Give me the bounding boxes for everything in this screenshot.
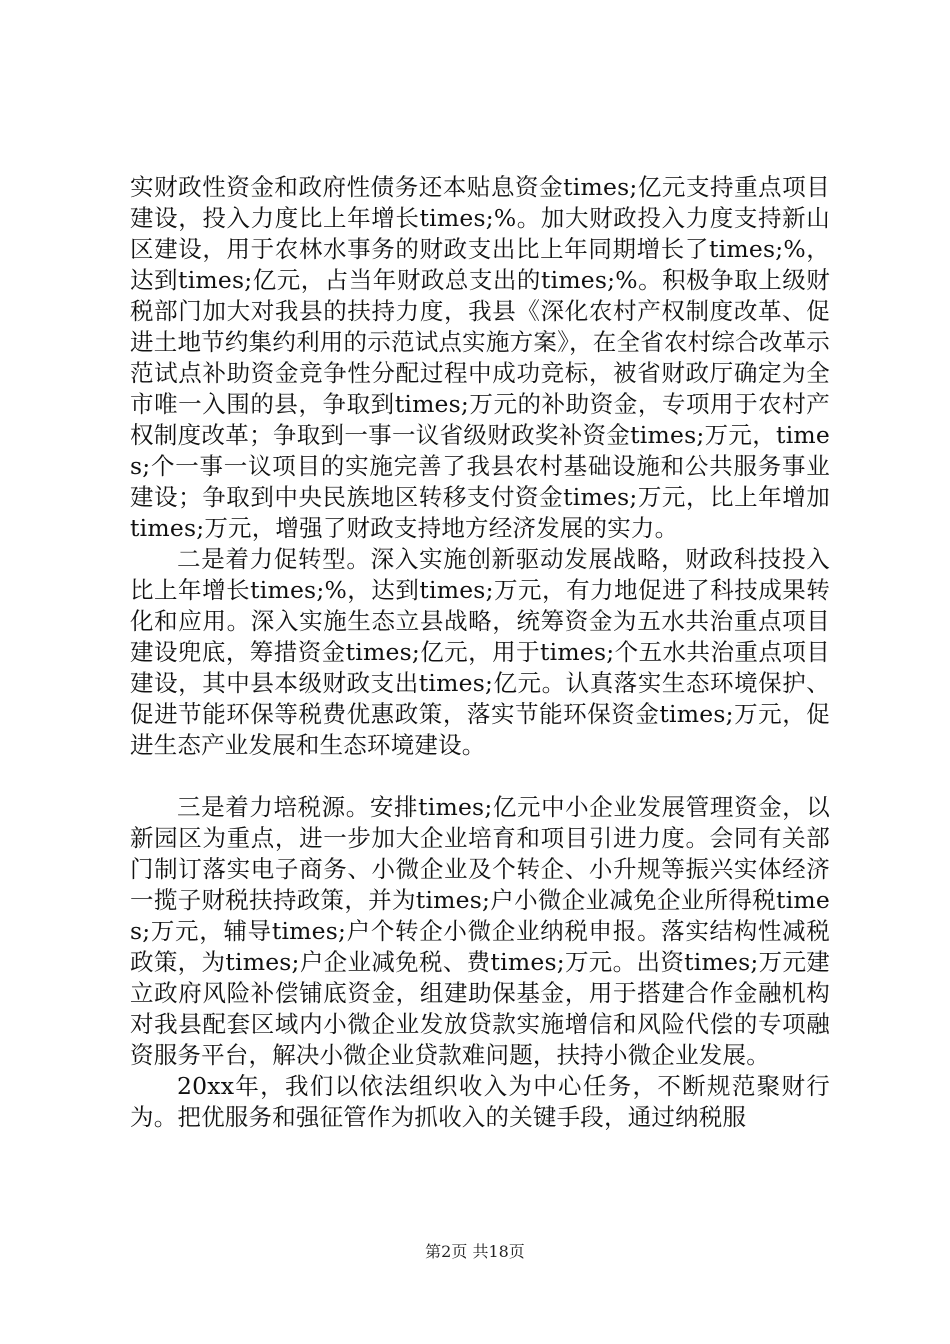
paragraph-4: 20xx年，我们以依法组织收入为中心任务，不断规范聚财行为。把优服务和强征管作为抓收入的关键手段，通过纳税服 — [130, 1072, 830, 1131]
paragraph-3: 三是着力培税源。安排times;亿元中小企业发展管理资金，以新园区为重点，进一步加大企业培育和项目引进力度。会同有关部门制订落实电子商务、小微企业及个转企、小升规等振兴实体经济一揽子财税扶持政策，并为times;户小微企业减免企业所得税times;万元，辅导times;户个转企小微企业纳税申报。落实结构性减税政策，为times;户企业减免税、费times;万元。出资times;万元建立政府风险补偿铺底资金，组建助保基金，用于搭建合作金融机构对我县配套区域内小微企业发放贷款实施增信和风险代偿的专项融资服务平台，解决小微企业贷款难问题，扶持小微企业发展。 — [130, 793, 830, 1069]
paragraph-spacer — [130, 761, 830, 792]
page-number-footer: 第2页 共18页 — [425, 1242, 525, 1261]
paragraph-2: 二是着力促转型。深入实施创新驱动发展战略，财政科技投入比上年增长times;%，达到times;万元，有力地促进了科技成果转化和应用。深入实施生态立县战略，统筹资金为五水共治重点项目建设兜底，筹措资金times;亿元，用于times;个五水共治重点项目建设，其中县本级财政支出times;亿元。认真落实生态环境保护、促进节能环保等税费优惠政策，落实节能环保资金times;万元，促进生态产业发展和生态环境建设。 — [130, 545, 830, 759]
document-body — [130, 172, 830, 1133]
paragraph-1: 实财政性资金和政府性债务还本贴息资金times;亿元支持重点项目建设，投入力度比上年增长times;%。加大财政投入力度支持新山区建设，用于农林水事务的财政支出比上年同期增长了times;%，达到times;亿元，占当年财政总支出的times;%。积极争取上级财税部门加大对我县的扶持力度，我县《深化农村产权制度改革、促进土地节约集约利用的示范试点实施方案》，在全省农村综合改革示范试点补助资金竞争性分配过程中成功竞标，被省财政厅确定为全市唯一入围的县，争取到times;万元的补助资金，专项用于农村产权制度改革；争取到一事一议省级财政奖补资金times;万元，times;个一事一议项目的实施完善了我县农村基础设施和公共服务事业建设；争取到中央民族地区转移支付资金times;万元，比上年增加times;万元，增强了财政支持地方经济发展的实力。 — [130, 173, 830, 542]
